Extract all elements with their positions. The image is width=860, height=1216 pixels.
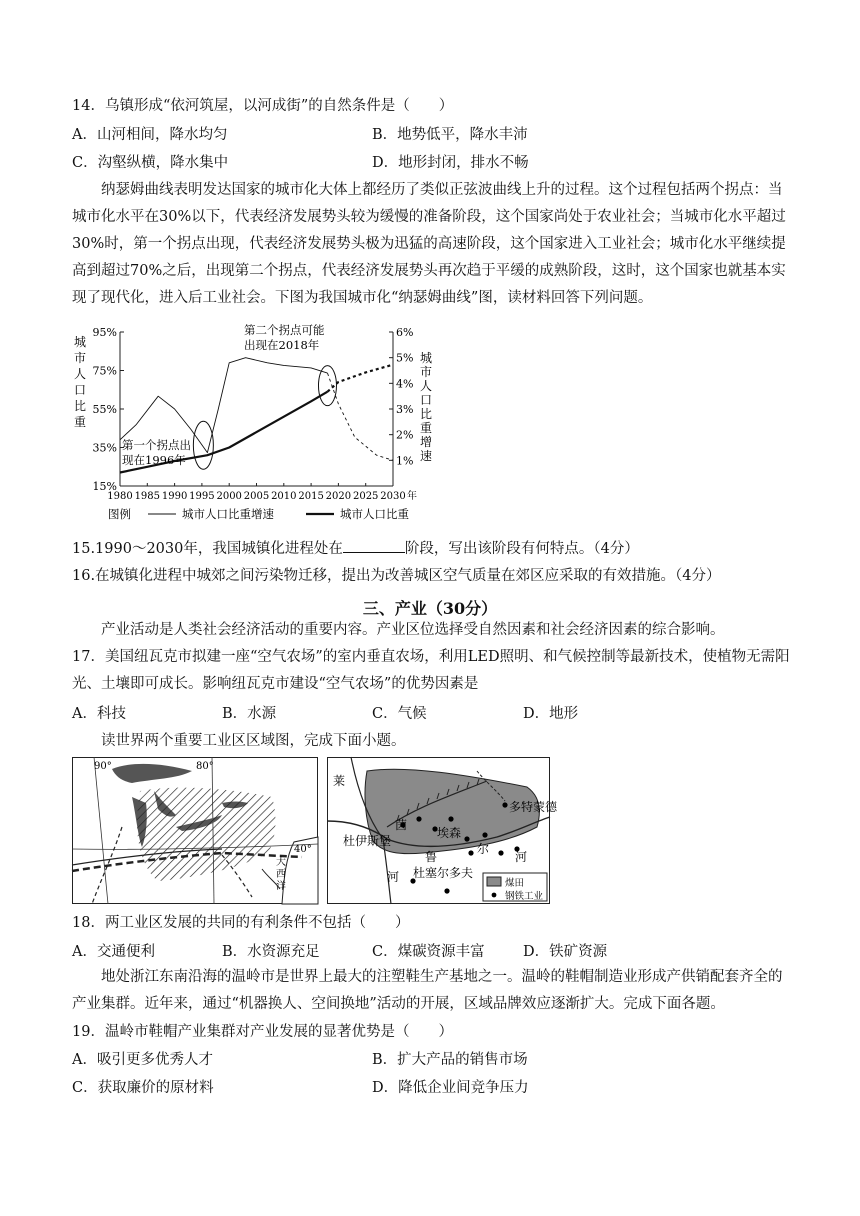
q18-option-c: C．煤碳资源丰富 [372,944,485,960]
map2-legend-steel: 钢铁工业 [505,891,544,902]
y-left-title-char: 口 [74,383,87,397]
map1-lon-90: 90° [94,761,112,772]
q19-option-a: A．吸引更多优秀人才 [72,1052,213,1068]
map1-ocean-3: 洋 [276,881,286,892]
y-right-title-char: 市 [420,365,433,379]
x-tick-label: 2005 [243,491,270,502]
y-right-tick-label: 5% [396,351,414,365]
y-right-title-char: 速 [420,449,433,463]
q19-option-d: D．降低企业间竞争压力 [372,1080,529,1096]
section-3-intro: 产业活动是人类社会经济活动的重要内容。产业区位选择受自然因素和社会经济因素的综合影响。 [101,622,725,638]
legend-label-growth: 城市人口比重增速 [182,507,274,521]
q18-stem: 18．两工业区发展的共同的有利条件不包括（ ） [72,915,410,931]
q15 [72,538,639,559]
map-ruhr-industrial-region [327,757,558,904]
q18-option-d: D．铁矿资源 [523,944,608,960]
y-right-tick-label: 1% [396,454,414,468]
q19-stem: 19．温岭市鞋帽产业集群对产业发展的显著优势是（ ） [72,1024,453,1040]
map2-duisburg: 杜伊斯堡 [343,834,392,848]
material-1: 纳瑟姆曲线表明发达国家的城市化大体上都经历了类似正弦波曲线上升的过程。这个过程包括两个拐点：当城市化水平在30%以下，代表经济发展势头较为缓慢的准备阶段，这个国家尚处于农业社会；当城市化水平超过30%时，第一个拐点出现，代表经济发展势头极为迅猛的高速阶段，这个国家进入工业社会；城市化水平继续提高到超过70%之后，出现第二个拐点，代表经济发展势头再次趋于平缓的成熟阶段，这时，这个国家也就基本实现了现代化，进入后工业社会。下图为我国城市化“纳瑟姆曲线”图，读材料回答下列问题。 [72,182,786,306]
map2-lu: 鲁 [425,850,438,864]
map2-legend-coal: 煤田 [505,878,525,889]
x-tick-label: 2025 [352,491,379,502]
growth-rate-series-projection [328,373,394,460]
map2-lai: 莱 [333,774,346,788]
map1-lon-80: 80° [196,761,214,772]
q16: 16.在城镇化进程中城郊之间污染物迁移，提出为改善城区空气质量在郊区应采取的有效措施。（4分） [72,568,721,584]
y-right-tick-label: 4% [396,377,414,391]
x-tick-label: 2000 [216,491,242,502]
y-right-tick-label: 3% [396,403,414,416]
q14-option-d: D．地形封闭，排水不畅 [372,155,529,171]
y-right-title-char: 人 [420,379,433,393]
map2-essen: 埃森 [437,826,462,840]
q14-option-a: A．山河相间，降水均匀 [72,127,228,143]
inflection-1-label-1: 第一个拐点出 [122,438,191,452]
q15-text-before: 15.1990～2030年，我国城镇化进程处在 [72,541,343,557]
maps-intro: 读世界两个重要工业区区域图，完成下面小题。 [101,733,406,749]
x-tick-label: 2015 [298,491,324,502]
y-left-tick-label: 35% [92,441,117,455]
q14-option-b: B．地势低平，降水丰沛 [372,127,528,143]
y-left-title-char: 城 [74,335,87,349]
map2-yin: 茵 [395,818,408,832]
northam-curve-chart [68,322,433,524]
y-right-title-char: 城 [420,351,433,365]
y-right-tick-label: 2% [396,428,414,442]
map2-dusseldorf: 杜塞尔多夫 [413,866,474,880]
x-tick-label: 2020 [325,491,352,502]
y-left-tick-label: 15% [92,480,117,493]
y-left-tick-label: 75% [92,364,117,378]
inflection-1-label-2: 现在1996年 [122,453,186,467]
legend-title: 图例 [108,507,131,521]
y-right-title-char: 比 [420,407,433,421]
q15-text-after: 阶段，写出该阶段有何特点。（4分） [404,541,639,557]
x-tick-label: 2010 [271,491,297,502]
q19-option-b: B．扩大产品的销售市场 [372,1052,528,1068]
x-tick-label: 1980 [107,491,133,502]
q17-stem: 17．美国纽瓦克市拟建一座“空气农场”的室内垂直农场，利用LED照明、和气候控制等最新技术，使植物无需阳光、土壤即可成长。影响纽瓦克市建设“空气农场”的优势因素是 [72,649,790,692]
y-left-title-char: 重 [74,415,87,429]
inflection-1-circle [193,421,213,469]
y-left-tick-label: 55% [92,403,117,416]
inflection-2-label-1: 第二个拐点可能 [244,323,325,337]
map2-river-1: 河 [515,850,528,864]
map2-er: 尔 [477,842,490,856]
q17-option-c: C．气候 [372,706,427,722]
q17-option-a: A．科技 [72,706,126,722]
y-right-title-char: 重 [420,421,433,435]
inflection-2-label-2: 出现在2018年 [244,338,320,352]
urbanization-series-projection [328,365,394,392]
map1-ocean-1: 大 [276,857,286,868]
y-left-tick-label: 95% [92,326,117,339]
x-tick-label: 1985 [134,491,161,502]
map2-river-2: 河 [387,870,400,884]
legend-label-urbanization: 城市人口比重 [340,507,409,521]
y-left-title-char: 市 [74,351,87,365]
x-tick-label: 2030 [380,491,406,502]
y-right-tick-label: 6% [396,326,414,339]
map-us-industrial-region [72,757,318,904]
map2-dortmund: 多特蒙德 [509,800,558,814]
q17-option-d: D．地形 [523,706,579,722]
y-left-title-char: 人 [74,367,87,381]
material-2: 地处浙江东南沿海的温岭市是世界上最大的注塑鞋生产基地之一。温岭的鞋帽制造业形成产供销配套齐全的产业集群。近年来，通过“机器换人、空间换地”活动的开展，区域品牌效应逐渐扩大。完成下面各题。 [72,969,783,1012]
q17-option-b: B．水源 [222,706,277,722]
y-right-title-char: 口 [420,393,433,407]
q15-answer-blank [343,538,405,553]
q18-option-a: A．交通便利 [72,944,155,960]
map1-ocean-2: 西 [276,869,286,880]
q18-option-b: B．水资源充足 [222,944,320,960]
y-left-title-char: 比 [74,399,87,413]
x-tick-label: 1995 [189,491,215,502]
q19-option-c: C．获取廉价的原材料 [72,1080,214,1096]
x-tick-label: 1990 [161,491,188,502]
q14-stem: 14．乌镇形成“依河筑屋，以河成街”的自然条件是（ ） [72,98,454,114]
q14-option-c: C．沟壑纵横，降水集中 [72,155,229,171]
x-unit-label: 年 [407,491,417,502]
section-3-title: 三、产业（30分） [362,599,498,618]
y-right-title-char: 增 [420,435,433,449]
map1-lat-40: 40° [294,844,312,855]
